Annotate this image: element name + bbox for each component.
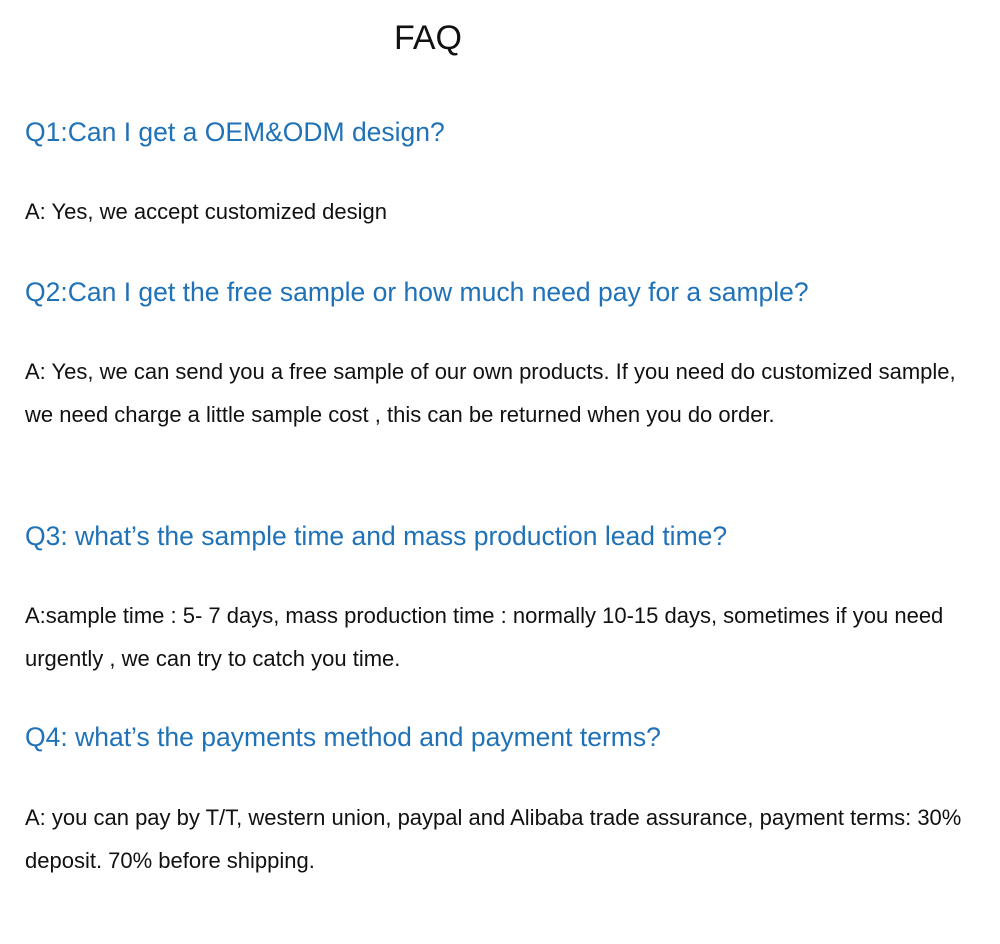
faq-question-3: Q3: what’s the sample time and mass production lead time?: [25, 521, 728, 551]
faq-question-4: Q4: what’s the payments method and payment terms?: [25, 722, 661, 752]
faq-answer-3: A:sample time : 5- 7 days, mass production time : normally 10-15 days, sometimes if you need urgently , we can try to catch you time.: [25, 603, 944, 671]
faq-answer-2: A: Yes, we can send you a free sample of our own products. If you need do customized sample, we need charge a little sample cost , this can be returned when you do order.: [25, 359, 956, 427]
faq-question-1: Q1:Can I get a OEM&ODM design?: [25, 117, 445, 147]
faq-answer-1: A: Yes, we accept customized design: [25, 199, 387, 224]
faq-question-2: Q2:Can I get the free sample or how much need pay for a sample?: [25, 277, 809, 307]
page-title: FAQ: [393, 19, 463, 57]
faq-answer-4: A: you can pay by T/T, western union, paypal and Alibaba trade assurance, payment terms: 30% deposit. 70% before shipping.: [25, 805, 962, 873]
